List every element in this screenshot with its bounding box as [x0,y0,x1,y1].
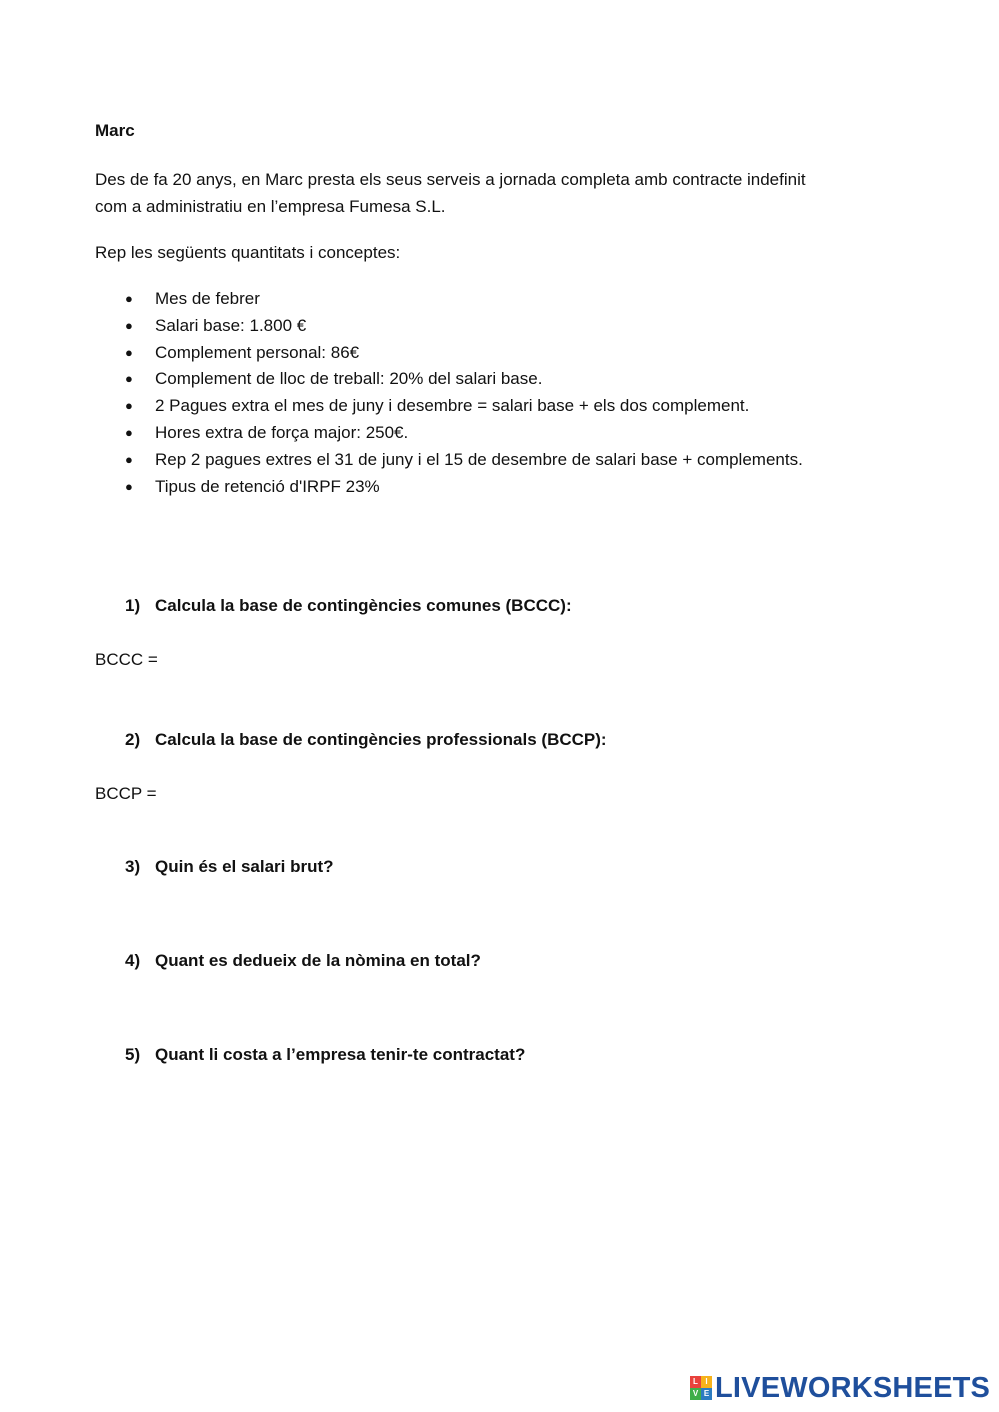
intro-paragraph [95,166,895,220]
list-item: ● 2 Pagues extra el mes de juny i desembre = salari base + els dos complement. [95,393,803,420]
list-item: ● Salari base: 1.800 € [95,313,803,340]
bullet-icon: ● [125,424,133,440]
bullet-icon: ● [125,291,133,306]
bullet-icon: ● [125,344,133,360]
list-item: ● Rep 2 pagues extres el 31 de juny i el 15 de desembre de salari base + complements. [95,447,803,474]
bullet-icon: ● [125,371,133,387]
bccc-answer-label: BCCC = [95,650,158,669]
lead-text: Rep les següents quantitats i conceptes: [95,243,401,262]
page-title: Marc [95,121,135,140]
bullet-icon: ● [125,398,133,414]
intro-line: com a administratiu en l’empresa Fumesa S.L. [95,197,446,216]
bullet-icon: ● [125,317,133,333]
bullet-icon: ● [125,478,133,494]
list-item: ● Complement de lloc de treball: 20% del salari base. [95,366,803,393]
question-1: 1) Calcula la base de contingències comunes (BCCC): [125,596,572,615]
intro-line: Des de fa 20 anys, en Marc presta els seus serveis a jornada completa amb contracte indefinit [95,170,806,189]
concepts-list [95,286,803,500]
bccp-answer-label: BCCP = [95,784,157,803]
question-4: 4) Quant es dedueix de la nòmina en total? [125,951,481,970]
list-item: ● Tipus de retenció d'IRPF 23% [95,474,803,501]
question-3: 3) Quin és el salari brut? [125,857,334,876]
list-item: ● Hores extra de força major: 250€. [95,420,803,447]
list-item: ● Complement personal: 86€ [95,340,803,367]
question-5: 5) Quant li costa a l’empresa tenir-te contractat? [125,1045,526,1064]
question-2: 2) Calcula la base de contingències professionals (BCCP): [125,730,607,749]
liveworksheets-logo [690,1372,990,1404]
live-grid-icon: L I V E [690,1376,712,1400]
logo-text: LIVEWORKSHEETS [715,1371,991,1404]
bullet-icon: ● [125,451,133,467]
list-item: ● Mes de febrer [95,286,803,313]
